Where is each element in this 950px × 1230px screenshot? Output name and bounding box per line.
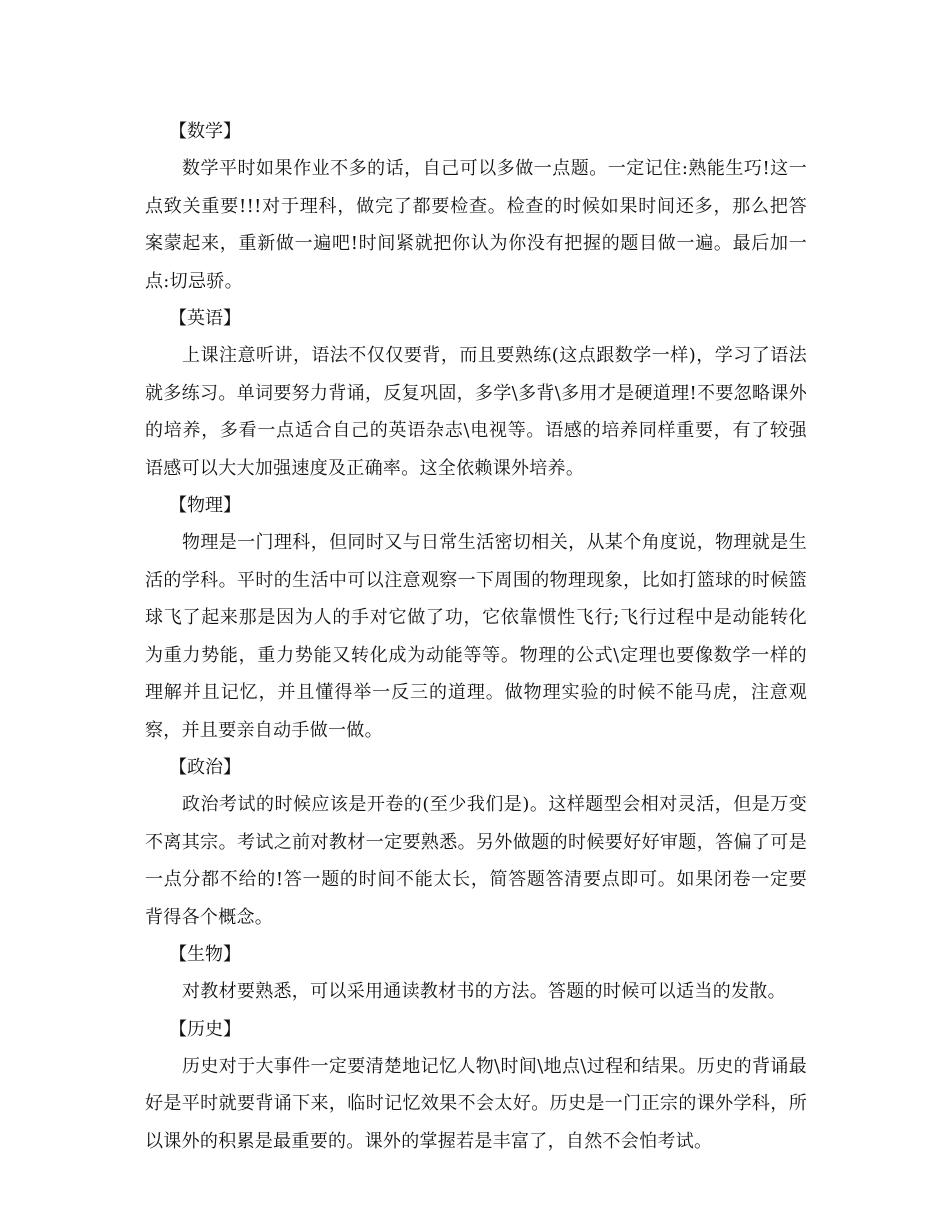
section-body: 历史对于大事件一定要清楚地记忆人物\时间\地点\过程和结果。历史的背诵最好是平时就要背诵下来，临时记忆效果不会太好。历史是一门正宗的课外学科，所以课外的积累是最重要的。课外的掌握若是丰富了，自然不会怕考试。 bbox=[145, 1055, 807, 1152]
section-body: 对教材要熟悉，可以采用通读教材书的方法。答题的时候可以适当的发散。 bbox=[182, 981, 786, 1002]
document-page bbox=[145, 113, 807, 1160]
section-body: 数学平时如果作业不多的话，自己可以多做一点题。一定记住:熟能生巧!这一点致关重要!!!对于理科，做完了都要检查。检查的时候如果时间还多，那么把答案蒙起来，重新做一遍吧!时间紧就把你认为你没有把握的题目做一遍。最后加一点:切忌骄。 bbox=[145, 158, 807, 292]
section-heading: 【生物】 bbox=[169, 944, 241, 965]
section-heading: 【物理】 bbox=[169, 495, 241, 516]
section-heading: 【数学】 bbox=[169, 121, 241, 142]
section-english bbox=[145, 300, 807, 487]
section-history bbox=[145, 1011, 807, 1161]
section-heading: 【英语】 bbox=[169, 308, 241, 329]
section-body: 物理是一门理科，但同时又与日常生活密切相关，从某个角度说，物理就是生活的学科。平时的生活中可以注意观察一下周围的物理现象，比如打篮球的时候篮球飞了起来那是因为人的手对它做了功，它依靠惯性飞行;飞行过程中是动能转化为重力势能，重力势能又转化成为动能等等。物理的公式\定理也要像数学一样的理解并且记忆，并且懂得举一反三的道理。做物理实验的时候不能马虎，注意观察，并且要亲自动手做一做。 bbox=[145, 532, 807, 741]
section-body: 上课注意听讲，语法不仅仅要背，而且要熟练(这点跟数学一样)，学习了语法就多练习。单词要努力背诵，反复巩固，多学\多背\多用才是硬道理!不要忽略课外的培养，多看一点适合自己的英语杂志\电视等。语感的培养同样重要，有了较强语感可以大大加强速度及正确率。这全依赖课外培养。 bbox=[145, 345, 807, 479]
section-heading: 【政治】 bbox=[169, 757, 241, 778]
section-math bbox=[145, 113, 807, 300]
section-body: 政治考试的时候应该是开卷的(至少我们是)。这样题型会相对灵活，但是万变不离其宗。考试之前对教材一定要熟悉。另外做题的时候要好好审题，答偏了可是一点分都不给的!答一题的时间不能太长，简答题答清要点即可。如果闭卷一定要背得各个概念。 bbox=[145, 794, 807, 928]
section-heading: 【历史】 bbox=[169, 1018, 241, 1040]
section-physics bbox=[145, 487, 807, 749]
section-politics bbox=[145, 749, 807, 936]
section-biology bbox=[145, 936, 807, 1011]
